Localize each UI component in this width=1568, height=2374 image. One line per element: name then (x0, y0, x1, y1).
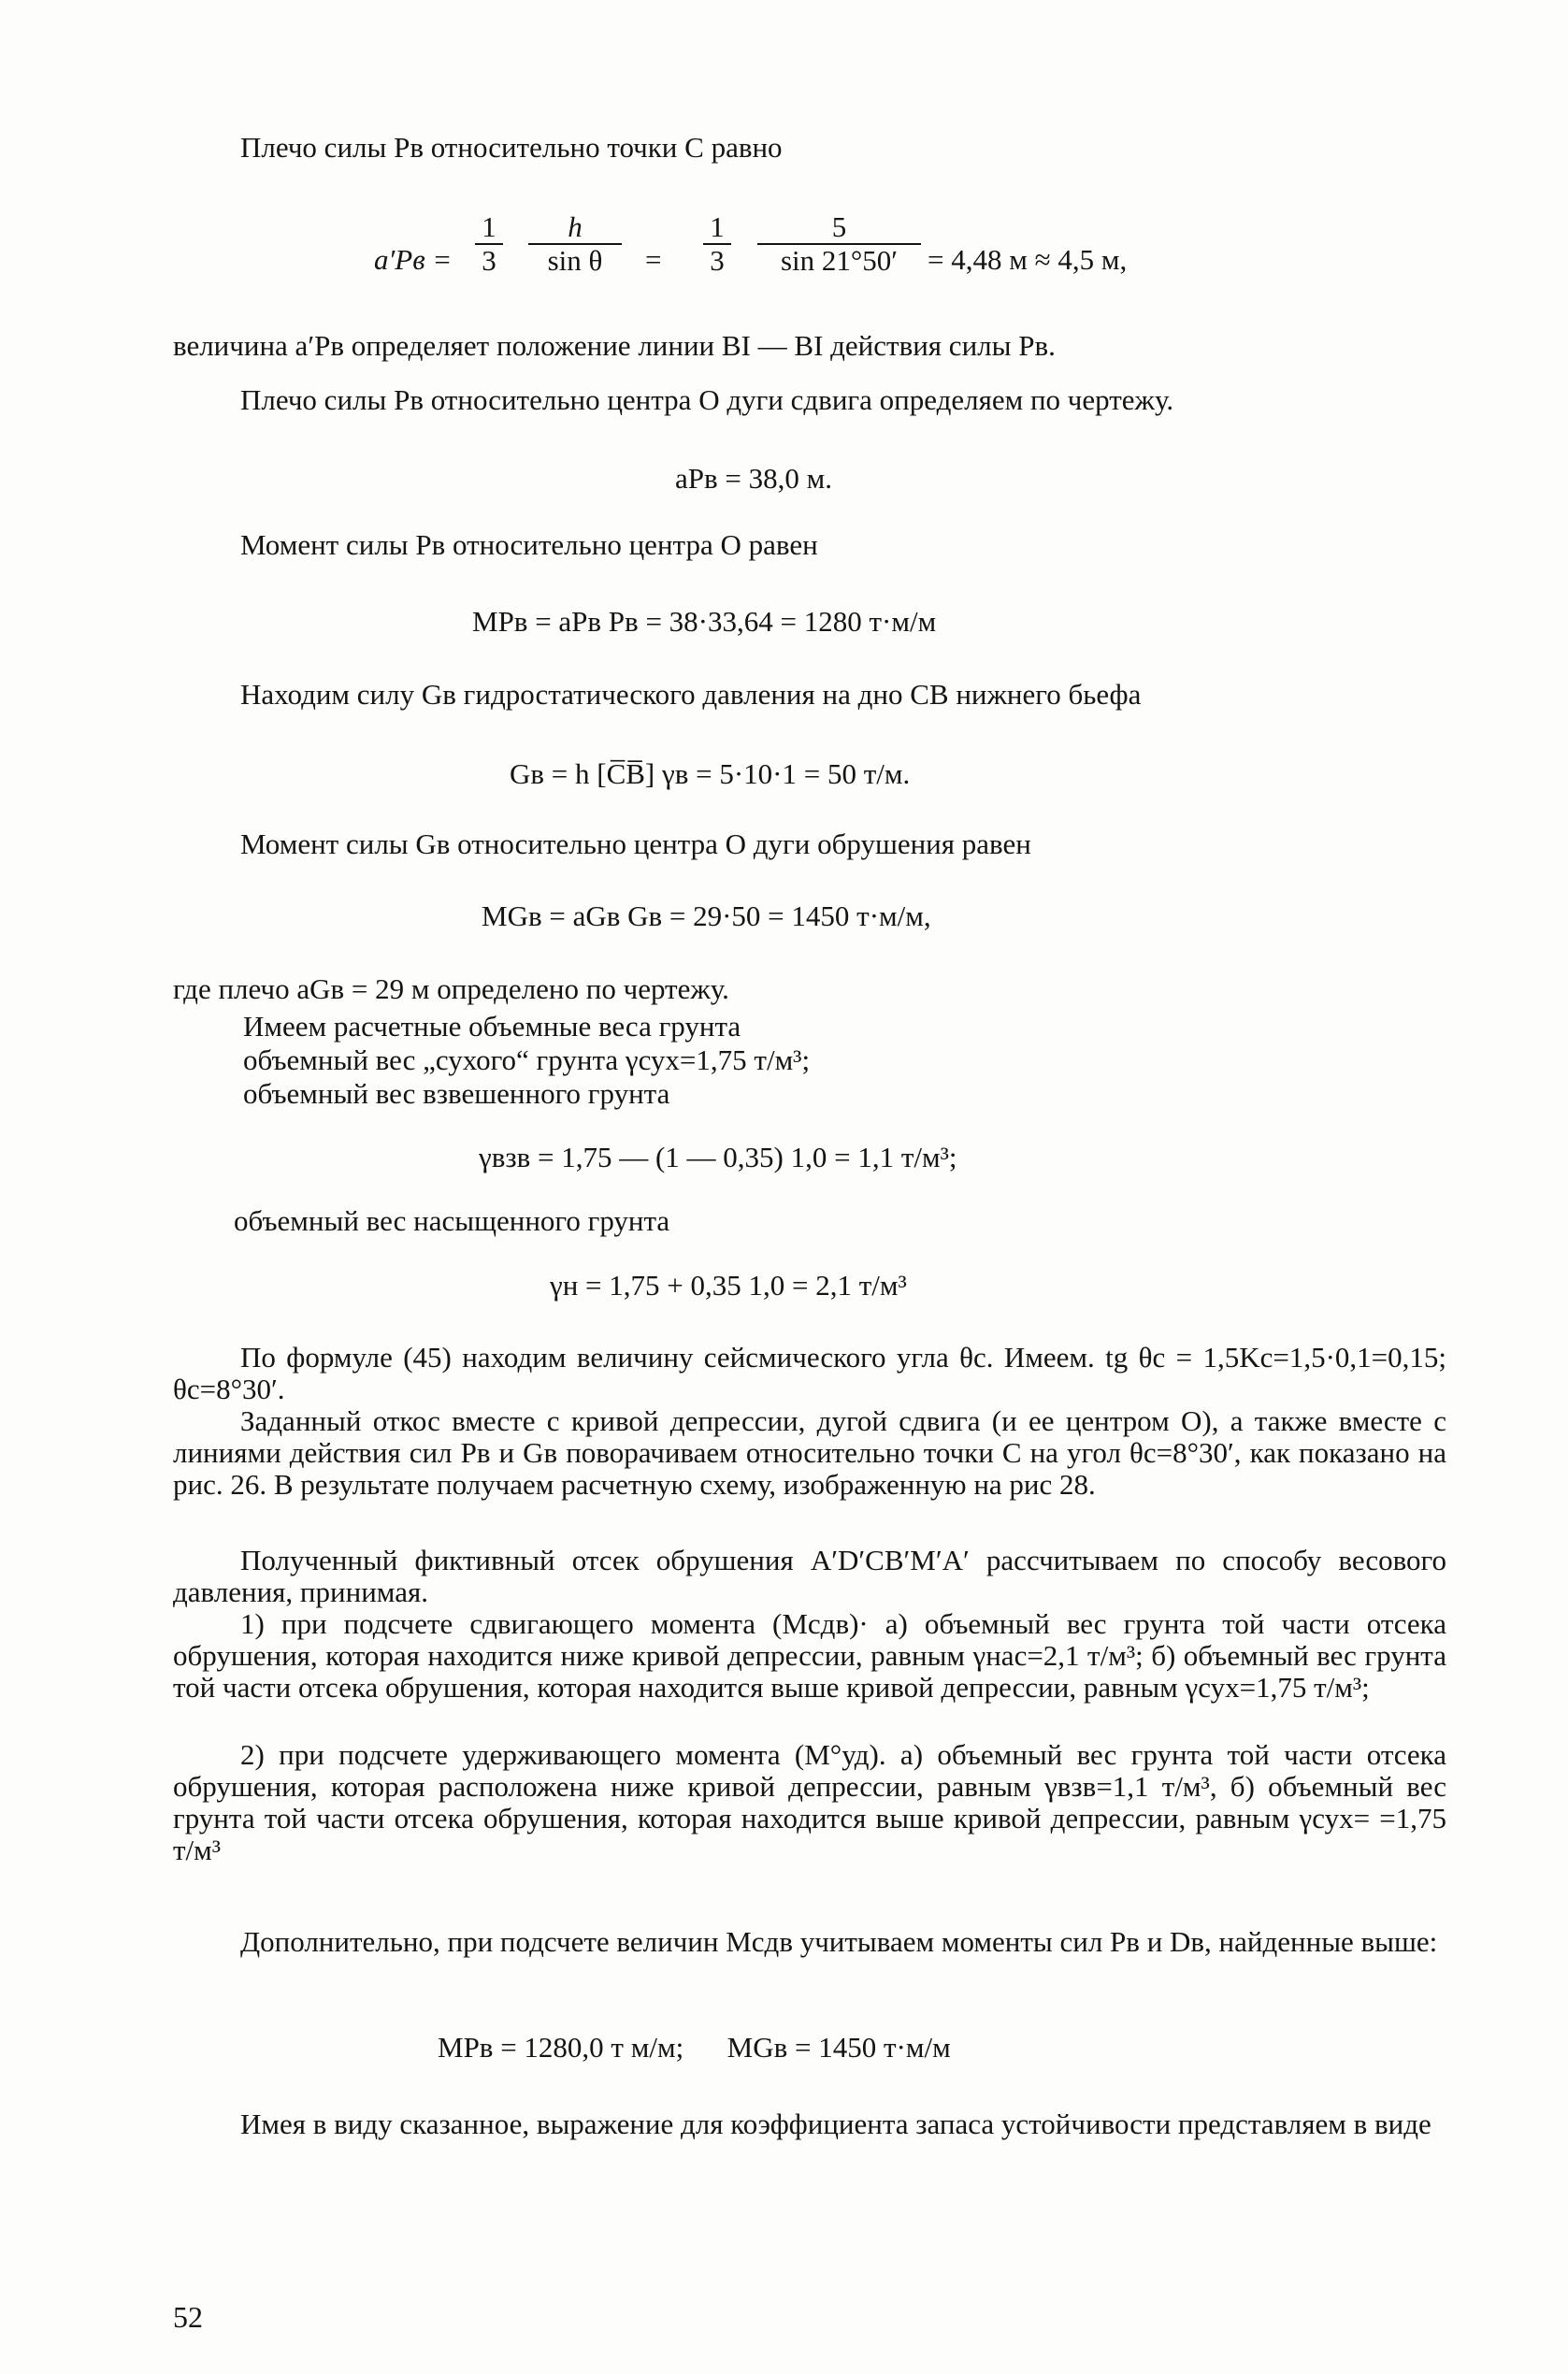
eq1-result: = 4,48 м ≈ 4,5 м, (928, 243, 1128, 276)
equation-6: γвзв = 1,75 — (1 — 0,35) 1,0 = 1,1 т/м³; (479, 1141, 957, 1173)
paragraph-11: Заданный откос вместе с кривой депрессии, дугой сдвига (и ее центром O), а также вместе с линиями действия сил Pв и Gв поворачиваем относительно точки C на угол θc=8°30′, как показано на рис. 26. В результате получаем расчетную схему, изображенную на рис 28. (173, 1404, 1446, 1501)
eq1-frac1-num: 1 (482, 210, 496, 243)
paragraph-8-line-3: объемный вес взвешенного грунта (243, 1077, 670, 1110)
paragraph-4: Момент силы Pв относительно центра O равен (240, 528, 818, 561)
eq1-frac1 (475, 211, 503, 277)
paragraph-8-line-1: Имеем расчетные объемные веса грунта (243, 1010, 741, 1043)
eq1-frac4 (757, 211, 921, 277)
equation-4: Gв = h [C̅B̅] γв = 5·10·1 = 50 т/м. (510, 757, 911, 790)
page-number: 52 (173, 2300, 203, 2334)
eq1-lhs: a′Pв = (374, 243, 453, 276)
eq1-frac3-num: 1 (710, 210, 725, 243)
equation-3: MPв = aPв Pв = 38·33,64 = 1280 т·м/м (472, 605, 937, 638)
eq1-frac3 (703, 211, 731, 277)
eq1-frac1-den: 3 (482, 244, 496, 277)
paragraph-12: Полученный фиктивный отсек обрушения A′D′CB′M′A′ рассчитываем по способу весового давления, принимая. (173, 1544, 1446, 1608)
paragraph-5: Находим силу Gв гидростатического давления на дно CB нижнего бьефа (240, 678, 1142, 711)
eq1-frac4-den: sin 21°50′ (780, 244, 899, 277)
paragraph-16: Имея в виду сказанное, выражение для коэффициента запаса устойчивости представляем в виде (240, 2108, 1431, 2140)
paragraph-7: где плечо aGв = 29 м определено по чертежу. (173, 972, 729, 1005)
paragraph-1: Плечо силы Pв относительно точки C равно (240, 131, 783, 164)
paragraph-10: По формуле (45) находим величину сейсмического угла θc. Имеем. tg θc = 1,5Kc=1,5·0,1=0,15; θc=8°30′. (173, 1341, 1446, 1405)
eq1-frac2-den: sin θ (547, 244, 603, 277)
eq1-equals: = (645, 243, 662, 276)
equation-5: MGв = aGв Gв = 29·50 = 1450 т·м/м, (482, 899, 931, 932)
paragraph-8-line-2: объемный вес „сухого“ грунта γсух=1,75 т/м³; (243, 1043, 811, 1076)
eq1-frac3-den: 3 (710, 244, 725, 277)
paragraph-14: 2) при подсчете удерживающего момента (M°уд). а) объемный вес грунта той части отсека обрушения, которая расположена ниже кривой депрессии, равным γвзв=1,1 т/м³, б) объемный вес грунта той части отсека обрушения, которая находится выше кривой депрессии, равным γсух= =1,75 т/м³ (173, 1738, 1446, 1866)
paragraph-13: 1) при подсчете сдвигающего момента (Mсдв)· а) объемный вес грунта той части отсека обрушения, которая находится ниже кривой депрессии, равным γнас=2,1 т/м³; б) объемный вес грунта той части отсека обрушения, которая находится выше кривой депрессии, равным γсух=1,75 т/м³; (173, 1607, 1446, 1704)
paragraph-15: Дополнительно, при подсчете величин Mсдв учитываем моменты сил Pв и Dв, найденные выше: (240, 1925, 1438, 1958)
equation-2: aPв = 38,0 м. (675, 462, 832, 495)
eq1-frac4-num: 5 (831, 210, 847, 243)
paragraph-2: величина a′Pв определяет положение линии BI — BI действия силы Pв. (173, 329, 1056, 362)
equation-1 (374, 211, 1272, 305)
eq1-frac2-num: h (568, 210, 583, 243)
paragraph-3: Плечо силы Pв относительно центра O дуги сдвига определяем по чертежу. (240, 383, 1174, 416)
eq1-frac2 (528, 211, 622, 277)
equation-8: MPв = 1280,0 т м/м; MGв = 1450 т·м/м (438, 2031, 951, 2064)
paragraph-6: Момент силы Gв относительно центра O дуги обрушения равен (240, 827, 1031, 860)
paragraph-9: объемный вес насыщенного грунта (234, 1204, 670, 1237)
equation-7: γн = 1,75 + 0,35 1,0 = 2,1 т/м³ (550, 1269, 907, 1302)
